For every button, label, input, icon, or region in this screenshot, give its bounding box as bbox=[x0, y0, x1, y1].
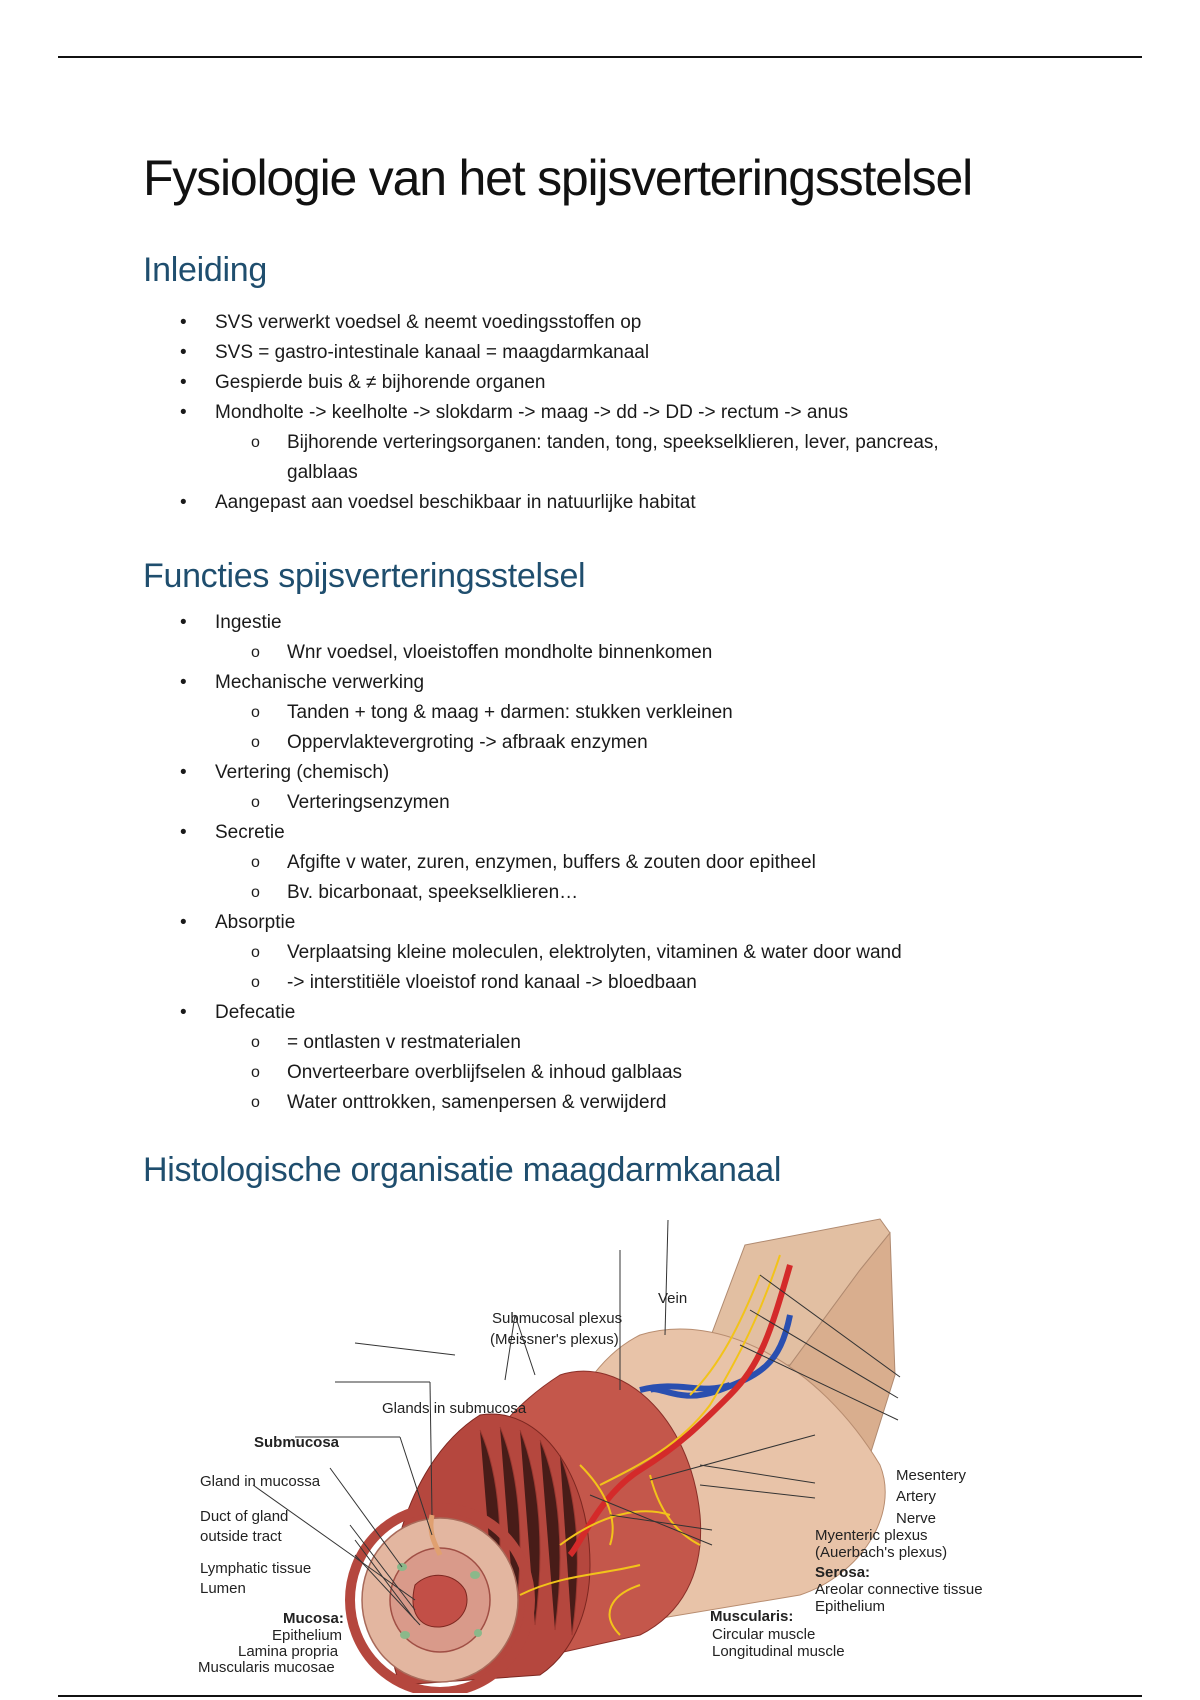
label-meissner: (Meissner's plexus) bbox=[490, 1331, 619, 1348]
sub-list bbox=[215, 698, 1063, 758]
sub-list-item: o Afgifte v water, zuren, enzymen, buffers & zouten door epitheel bbox=[215, 848, 1063, 878]
document-page bbox=[143, 148, 1063, 1192]
sub-list bbox=[215, 938, 1063, 998]
label-auerbach: (Auerbach's plexus) bbox=[815, 1544, 948, 1561]
list-item bbox=[143, 998, 1063, 1118]
list-item bbox=[143, 398, 1063, 488]
list-item-text: Vertering (chemisch) bbox=[215, 762, 390, 783]
heading-histologie: Histologische organisatie maagdarmkanaal bbox=[143, 1151, 782, 1189]
label-longitudinal-muscle: Longitudinal muscle bbox=[712, 1643, 845, 1660]
list-item: • SVS verwerkt voedsel & neemt voedingsstoffen op bbox=[143, 308, 1063, 338]
list-item: • SVS = gastro-intestinale kanaal = maagdarmkanaal bbox=[143, 338, 1063, 368]
label-duct-line2: outside tract bbox=[200, 1528, 282, 1545]
sub-list-item: o Verplaatsing kleine moleculen, elektrolyten, vitaminen & water door wand bbox=[215, 938, 1063, 968]
top-rule bbox=[58, 56, 1142, 58]
sub-list-item: o Bv. bicarbonaat, speekselklieren… bbox=[215, 878, 1063, 908]
sub-list-item: o Oppervlaktevergroting -> afbraak enzymen bbox=[215, 728, 1063, 758]
label-lymphatic: Lymphatic tissue bbox=[200, 1560, 312, 1577]
label-circular-muscle: Circular muscle bbox=[712, 1626, 816, 1643]
sub-list bbox=[215, 788, 1063, 818]
label-mesentery: Mesentery bbox=[896, 1467, 967, 1484]
sub-list-item: o Water onttrokken, samenpersen & verwijderd bbox=[215, 1088, 1063, 1118]
heading-functies: Functies spijsverteringsstelsel bbox=[143, 557, 586, 595]
label-artery: Artery bbox=[896, 1488, 937, 1505]
label-nerve: Nerve bbox=[896, 1510, 937, 1527]
inleiding-sublist bbox=[215, 428, 1063, 488]
list-item: • Aangepast aan voedsel beschikbaar in natuurlijke habitat bbox=[143, 488, 1063, 518]
list-item bbox=[143, 668, 1063, 758]
vein-vessel-2 bbox=[640, 1385, 730, 1390]
sub-list-item: o Tanden + tong & maag + darmen: stukken verkleinen bbox=[215, 698, 1063, 728]
label-muscularis: Muscularis: bbox=[710, 1608, 794, 1625]
label-areolar: Areolar connective tissue bbox=[815, 1581, 983, 1598]
label-glands-submucosa: Glands in submucosa bbox=[382, 1400, 527, 1417]
sub-list bbox=[215, 1028, 1063, 1118]
label-lumen: Lumen bbox=[200, 1580, 246, 1597]
label-serosa: Serosa: bbox=[815, 1564, 871, 1581]
list-item-text: Absorptie bbox=[215, 912, 296, 933]
list-item-text: Ingestie bbox=[215, 612, 282, 633]
list-item bbox=[143, 908, 1063, 998]
list-item: • Gespierde buis & ≠ bijhorende organen bbox=[143, 368, 1063, 398]
sub-list-item: o = ontlasten v restmaterialen bbox=[215, 1028, 1063, 1058]
label-duct-line1: Duct of gland bbox=[200, 1508, 289, 1525]
bottom-rule bbox=[58, 1695, 1142, 1697]
sub-list-item: o Onverteerbare overblijfselen & inhoud galblaas bbox=[215, 1058, 1063, 1088]
label-submucosa: Submucosa bbox=[254, 1434, 340, 1451]
sub-list-item bbox=[215, 428, 1063, 488]
sub-list-text-line1: Bijhorende verteringsorganen: tanden, tong, speekselklieren, lever, pancreas, bbox=[287, 432, 939, 453]
sub-list-item: o -> interstitiële vloeistof rond kanaal -> bloedbaan bbox=[215, 968, 1063, 998]
page-title: Fysiologie van het spijsverteringsstelsel bbox=[143, 150, 972, 206]
functies-list bbox=[143, 608, 1063, 1118]
lumen bbox=[413, 1575, 467, 1627]
list-item bbox=[143, 758, 1063, 818]
label-mucosa: Mucosa: bbox=[283, 1610, 344, 1627]
inleiding-list bbox=[143, 308, 1063, 518]
label-epithelium: Epithelium bbox=[272, 1627, 343, 1644]
sub-list-item: o Verteringsenzymen bbox=[215, 788, 1063, 818]
sub-list-item: o Wnr voedsel, vloeistoffen mondholte binnenkomen bbox=[215, 638, 1063, 668]
list-item bbox=[143, 608, 1063, 668]
list-item-text: Mondholte -> keelholte -> slokdarm -> maag -> dd -> DD -> rectum -> anus bbox=[215, 402, 849, 423]
sub-list bbox=[215, 848, 1063, 908]
heading-inleiding: Inleiding bbox=[143, 251, 267, 289]
sub-list bbox=[215, 638, 1063, 668]
label-vein: Vein bbox=[658, 1290, 688, 1307]
label-myenteric: Myenteric plexus bbox=[815, 1527, 928, 1544]
sub-list-text-line2: galblaas bbox=[287, 462, 358, 483]
label-lamina-propria: Lamina propria bbox=[238, 1643, 339, 1660]
label-submucosal-plexus: Submucosal plexus bbox=[492, 1310, 623, 1327]
label-serosa-epithelium: Epithelium bbox=[815, 1598, 886, 1615]
label-gland-mucosa: Gland in mucossa bbox=[200, 1473, 321, 1490]
list-item-text: Defecatie bbox=[215, 1002, 296, 1023]
gi-tract-histology-diagram bbox=[0, 1215, 1200, 1693]
label-muscularis-mucosae: Muscularis mucosae bbox=[198, 1659, 335, 1676]
list-item-text: Secretie bbox=[215, 822, 285, 843]
list-item-text: Mechanische verwerking bbox=[215, 672, 425, 693]
list-item bbox=[143, 818, 1063, 908]
